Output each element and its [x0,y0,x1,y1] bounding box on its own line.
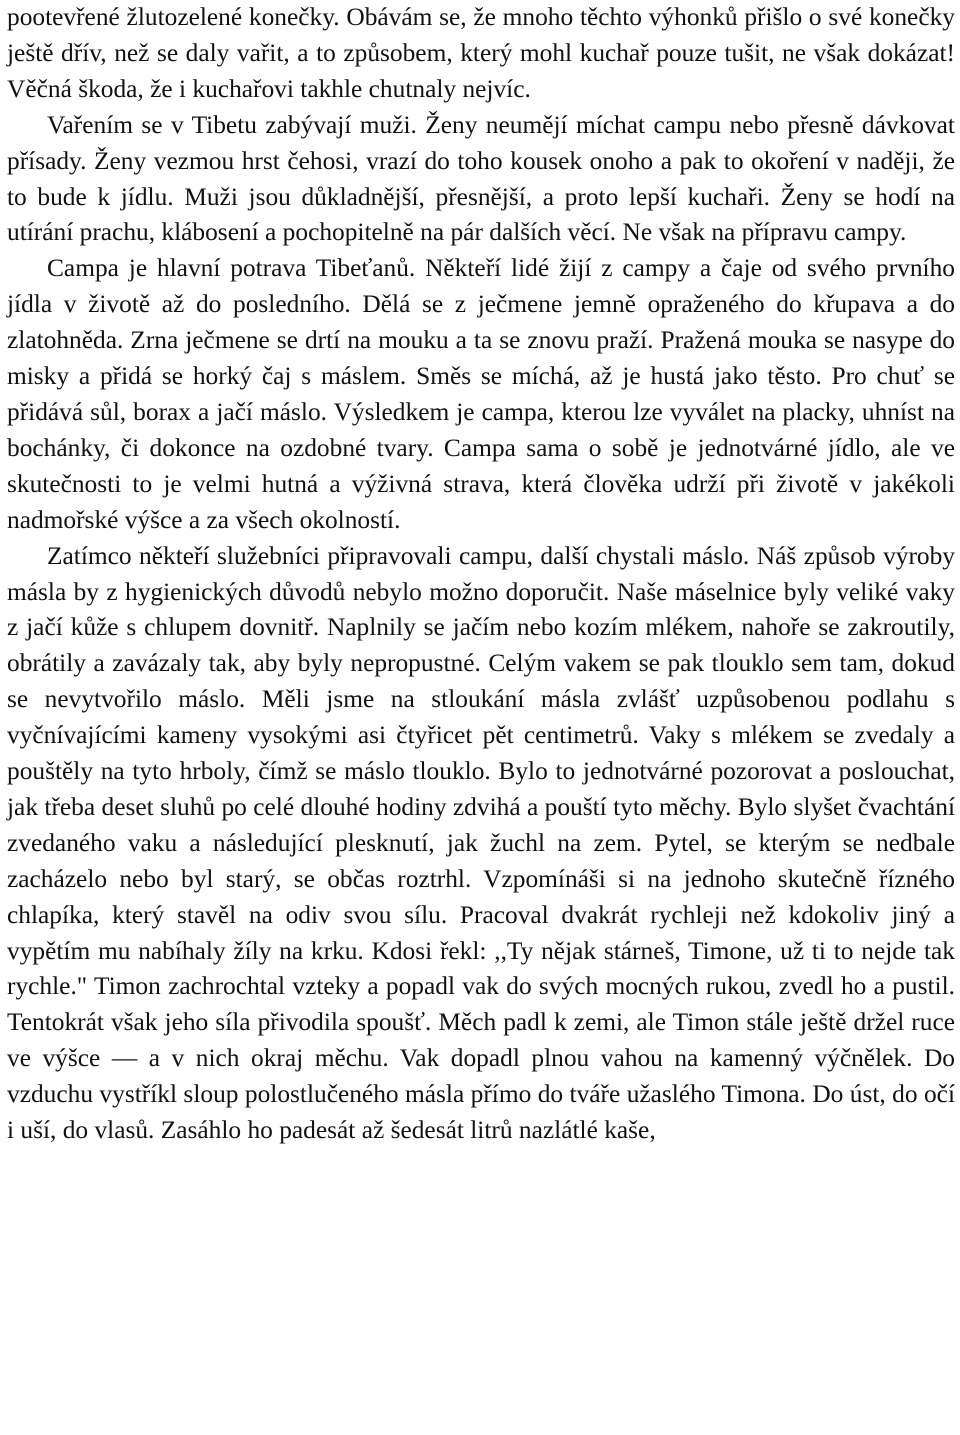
document-page [7,0,955,1149]
paragraph-2: Vařením se v Tibetu zabývají muži. Ženy neumějí míchat campu nebo přesně dávkovat přísady. Ženy vezmou hrst čehosi, vrazí do toho kousek onoho a pak to okoření v naději, že to bude k jídlu. Muži jsou důkladnější, přesnější, a proto lepší kuchaři. Ženy se hodí na utírání prachu, klábosení a pochopitelně na pár dalších věcí. Ne však na přípravu campy. [7,110,955,247]
paragraph-3: Campa je hlavní potrava Tibeťanů. Někteří lidé žijí z campy a čaje od svého prvního jídla v životě až do posledního. Dělá se z ječmene jemně opraženého do křupava a do zlatohněda. Zrna ječmene se drtí na mouku a ta se znovu praží. Pražená mouka se nasype do misky a přidá se horký čaj s máslem. Směs se míchá, až je hustá jako těsto. Pro chuť se přidává sůl, borax a jačí máslo. Výsledkem je campa, kterou lze vyválet na placky, uhníst na bochánky, či dokonce na ozdobné tvary. Campa sama o sobě je jednotvárné jídlo, ale ve skutečnosti to je velmi hutná a výživná strava, která člověka udrží při životě v jakékoli nadmořské výšce a za všech okolností. [7,254,955,534]
paragraph-1: pootevřené žlutozelené konečky. Obávám se, že mnoho těchto výhonků přišlo o své konečky ještě dřív, než se daly vařit, a to způsobem, který mohl kuchař pouze tušit, ne však dokázat! Věčná škoda, že i kuchařovi takhle chutnaly nejvíc. [7,3,955,103]
paragraph-4: Zatímco někteří služebníci připravovali campu, další chystali máslo. Náš způsob výroby másla by z hygienických důvodů nebylo možno doporučit. Naše máselnice byly veliké vaky z jačí kůže s chlupem dovnitř. Naplnily se jačím nebo kozím mlékem, nahoře se zakroutily, obrátily a zavázaly tak, aby byly nepropustné. Celým vakem se pak tlouklo sem tam, dokud se nevytvořilo máslo. Měli jsme na stloukání másla zvlášť uzpůsobenou podlahu s vyčnívajícími kameny vysokými asi čtyřicet pět centimetrů. Vaky s mlékem se zvedaly a pouštěly na tyto hrboly, čímž se máslo tlouklo. Bylo to jednotvárné pozorovat a poslouchat, jak třeba deset sluhů po celé dlouhé hodiny zdvihá a pouští tyto měchy. Bylo slyšet čvachtání zvedaného vaku a následující plesknutí, jak žuchl na zem. Pytel, se kterým se nedbale zacházelo nebo byl starý, se občas roztrhl. Vzpomínáši si na jednoho skutečně řízného chlapíka, který stavěl na odiv svou sílu. Pracoval dvakrát rychleji než kdokoliv jiný a vypětím mu nabíhaly žíly na krku. Kdosi řekl: ,,Ty nějak stárneš, Timone, už ti to nejde tak rychle." Timon zachrochtal vzteky a popadl vak do svých mocných rukou, zvedl ho a pustil. Tentokrát však jeho síla přivodila spoušť. Měch padl k zemi, ale Timon stále ještě držel ruce ve výšce — a v nich okraj měchu. Vak dopadl plnou vahou na kamenný výčnělek. Do vzduchu vystříkl sloup polostlučeného másla přímo do tváře užaslého Timona. Do úst, do očí i uší, do vlasů. Zasáhlo ho padesát až šedesát litrů nazlátlé kaše, [7,541,955,1145]
